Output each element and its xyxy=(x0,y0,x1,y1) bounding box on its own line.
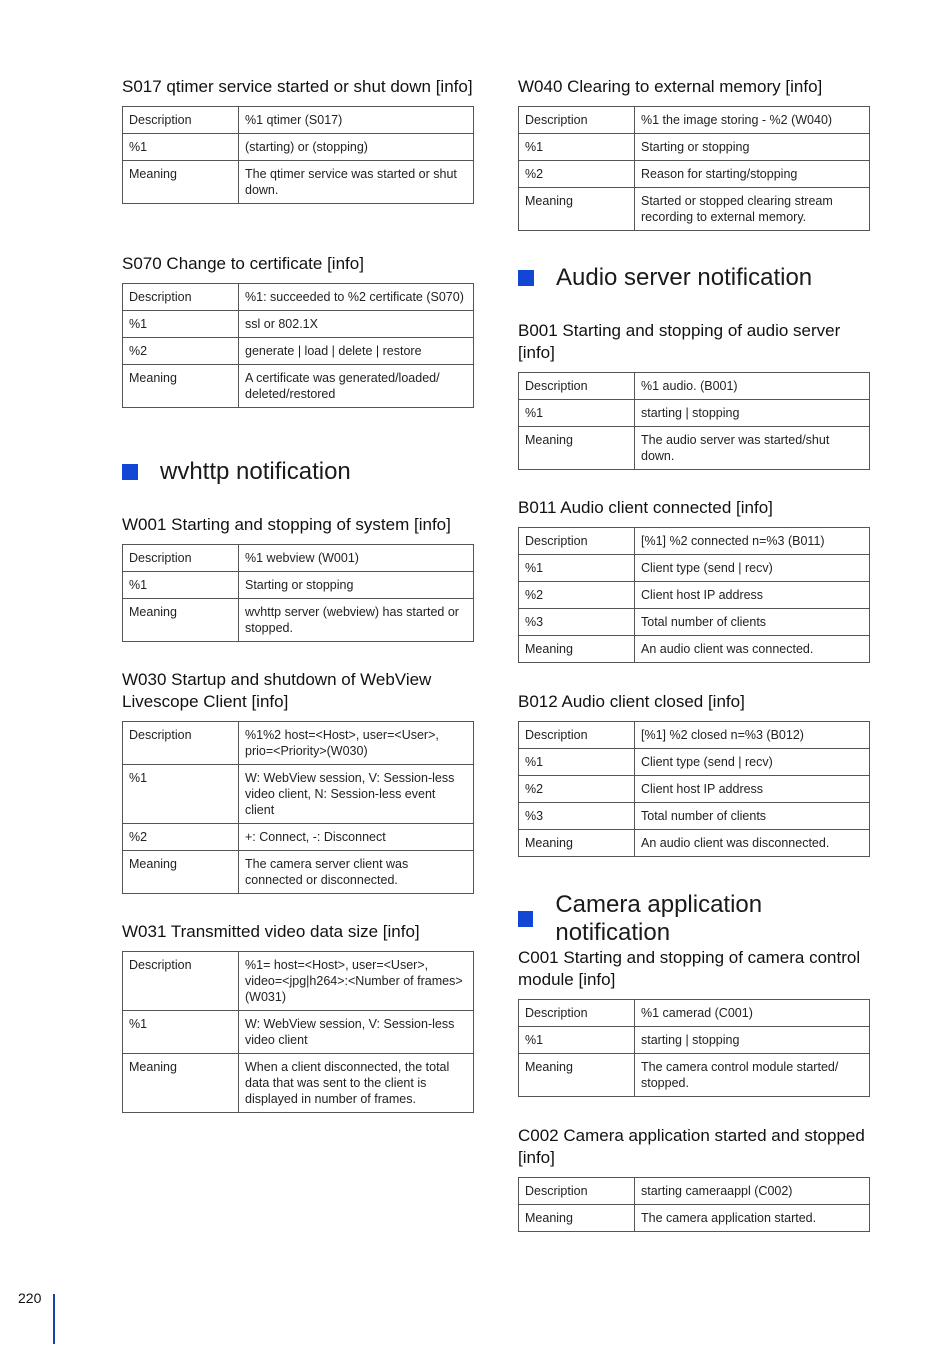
row-value: (starting) or (stopping) xyxy=(239,134,474,161)
row-label: Description xyxy=(519,1178,635,1205)
table-row xyxy=(519,1027,870,1054)
table-row xyxy=(123,952,474,1011)
camera-section-heading xyxy=(518,891,870,947)
w040-table xyxy=(518,106,870,231)
row-label: %3 xyxy=(519,609,635,636)
row-label: %2 xyxy=(519,776,635,803)
row-label: %1 xyxy=(519,134,635,161)
w040-block xyxy=(518,76,870,231)
row-value: [%1] %2 closed n=%3 (B012) xyxy=(635,722,870,749)
table-row xyxy=(519,722,870,749)
table-row xyxy=(519,161,870,188)
row-label: Description xyxy=(123,107,239,134)
s070-table xyxy=(122,283,474,408)
table-row xyxy=(519,188,870,231)
row-value: Client host IP address xyxy=(635,776,870,803)
table-row xyxy=(519,1178,870,1205)
row-value: %1 qtimer (S017) xyxy=(239,107,474,134)
table-row xyxy=(519,1054,870,1097)
wvhttp-section-heading xyxy=(122,458,351,486)
row-label: %1 xyxy=(519,1027,635,1054)
row-label: Meaning xyxy=(519,830,635,857)
w031-table xyxy=(122,951,474,1113)
row-label: Meaning xyxy=(519,188,635,231)
row-label: Description xyxy=(519,528,635,555)
row-value: generate | load | delete | restore xyxy=(239,338,474,365)
b011-title: B011 Audio client connected [info] xyxy=(518,498,773,517)
page-number: 220 xyxy=(18,1290,42,1306)
row-label: Meaning xyxy=(519,1205,635,1232)
row-value: starting cameraappl (C002) xyxy=(635,1178,870,1205)
table-row xyxy=(123,545,474,572)
row-value: Total number of clients xyxy=(635,609,870,636)
row-label: Meaning xyxy=(123,599,239,642)
table-row xyxy=(123,1054,474,1113)
table-row xyxy=(123,599,474,642)
row-value: starting | stopping xyxy=(635,400,870,427)
page-number-divider xyxy=(53,1294,55,1344)
table-row xyxy=(123,572,474,599)
row-value: [%1] %2 connected n=%3 (B011) xyxy=(635,528,870,555)
table-row xyxy=(519,749,870,776)
wvhttp-section-title: wvhttp notification xyxy=(160,458,351,485)
table-row xyxy=(519,528,870,555)
row-value: W: WebView session, V: Session-less video client xyxy=(239,1011,474,1054)
s017-block xyxy=(122,76,474,204)
s017-title: S017 qtimer service started or shut down [info] xyxy=(122,77,473,96)
row-value: The qtimer service was started or shut down. xyxy=(239,161,474,204)
row-value: %1 webview (W001) xyxy=(239,545,474,572)
table-row xyxy=(123,338,474,365)
c001-title: C001 Starting and stopping of camera control module [info] xyxy=(518,948,861,989)
c002-title: C002 Camera application started and stopped [info] xyxy=(518,1126,865,1167)
row-label: Meaning xyxy=(123,851,239,894)
row-label: Description xyxy=(123,545,239,572)
row-label: %1 xyxy=(123,1011,239,1054)
b001-table xyxy=(518,372,870,470)
row-value: %1= host=<Host>, user=<User>, video=<jpg|h264>:<Number of frames> (W031) xyxy=(239,952,474,1011)
s070-block xyxy=(122,253,474,408)
row-label: %2 xyxy=(519,582,635,609)
row-value: Total number of clients xyxy=(635,803,870,830)
row-value: Client type (send | recv) xyxy=(635,555,870,582)
row-value: starting | stopping xyxy=(635,1027,870,1054)
s070-title: S070 Change to certificate [info] xyxy=(122,254,364,273)
left-column xyxy=(122,0,474,1345)
table-row xyxy=(123,365,474,408)
audio-section-heading xyxy=(518,264,812,292)
b001-block xyxy=(518,320,870,470)
table-row xyxy=(519,609,870,636)
w030-table xyxy=(122,721,474,894)
row-value: +: Connect, -: Disconnect xyxy=(239,824,474,851)
table-row xyxy=(519,134,870,161)
row-label: %1 xyxy=(519,555,635,582)
row-label: Description xyxy=(519,373,635,400)
row-value: ssl or 802.1X xyxy=(239,311,474,338)
section-square-icon xyxy=(518,911,533,927)
w031-title: W031 Transmitted video data size [info] xyxy=(122,922,420,941)
row-value: Client type (send | recv) xyxy=(635,749,870,776)
c001-block xyxy=(518,947,870,1097)
row-value: An audio client was connected. xyxy=(635,636,870,663)
table-row xyxy=(519,400,870,427)
row-value: The audio server was started/shut down. xyxy=(635,427,870,470)
row-value: %1 the image storing - %2 (W040) xyxy=(635,107,870,134)
row-label: Description xyxy=(123,722,239,765)
b011-table xyxy=(518,527,870,663)
row-value: The camera control module started/ stopped. xyxy=(635,1054,870,1097)
table-row xyxy=(123,284,474,311)
row-label: Description xyxy=(519,1000,635,1027)
row-label: %3 xyxy=(519,803,635,830)
row-label: %1 xyxy=(519,749,635,776)
table-row xyxy=(519,776,870,803)
w001-table xyxy=(122,544,474,642)
b012-title: B012 Audio client closed [info] xyxy=(518,692,745,711)
row-label: Meaning xyxy=(123,365,239,408)
camera-section-title: Camera application notification xyxy=(555,891,763,946)
c001-table xyxy=(518,999,870,1097)
b012-block xyxy=(518,691,870,857)
c002-block xyxy=(518,1125,870,1232)
table-row xyxy=(519,636,870,663)
row-label: Description xyxy=(123,284,239,311)
w040-title: W040 Clearing to external memory [info] xyxy=(518,77,823,96)
s017-table xyxy=(122,106,474,204)
row-label: %1 xyxy=(519,400,635,427)
table-row xyxy=(519,582,870,609)
table-row xyxy=(519,1205,870,1232)
row-label: %2 xyxy=(519,161,635,188)
section-square-icon xyxy=(518,270,534,286)
table-row xyxy=(519,107,870,134)
table-row xyxy=(123,1011,474,1054)
row-label: %2 xyxy=(123,824,239,851)
table-row xyxy=(519,1000,870,1027)
table-row xyxy=(519,427,870,470)
row-label: %1 xyxy=(123,572,239,599)
table-row xyxy=(519,830,870,857)
row-value: A certificate was generated/loaded/ deleted/restored xyxy=(239,365,474,408)
row-value: %1: succeeded to %2 certificate (S070) xyxy=(239,284,474,311)
table-row xyxy=(123,161,474,204)
table-row xyxy=(123,134,474,161)
table-row xyxy=(123,107,474,134)
table-row xyxy=(519,803,870,830)
b011-block xyxy=(518,497,870,663)
row-label: Description xyxy=(519,722,635,749)
w001-title: W001 Starting and stopping of system [info] xyxy=(122,515,451,534)
table-row xyxy=(123,722,474,765)
b012-table xyxy=(518,721,870,857)
w001-block xyxy=(122,514,474,642)
row-value: The camera application started. xyxy=(635,1205,870,1232)
w031-block xyxy=(122,921,474,1113)
row-value: The camera server client was connected or disconnected. xyxy=(239,851,474,894)
table-row xyxy=(123,311,474,338)
w030-block xyxy=(122,669,474,894)
table-row xyxy=(123,824,474,851)
row-label: Meaning xyxy=(519,427,635,470)
row-value: Starting or stopping xyxy=(239,572,474,599)
w030-title: W030 Startup and shutdown of WebView Livescope Client [info] xyxy=(122,670,432,711)
right-column xyxy=(518,0,870,1345)
row-value: Client host IP address xyxy=(635,582,870,609)
row-value: %1%2 host=<Host>, user=<User>, prio=<Priority>(W030) xyxy=(239,722,474,765)
row-label: Meaning xyxy=(519,636,635,663)
row-label: Description xyxy=(519,107,635,134)
b001-title: B001 Starting and stopping of audio server [info] xyxy=(518,321,841,362)
row-value: An audio client was disconnected. xyxy=(635,830,870,857)
row-value: W: WebView session, V: Session-less video client, N: Session-less event client xyxy=(239,765,474,824)
row-value: %1 camerad (C001) xyxy=(635,1000,870,1027)
row-value: wvhttp server (webview) has started or stopped. xyxy=(239,599,474,642)
section-square-icon xyxy=(122,464,138,480)
row-label: Meaning xyxy=(123,161,239,204)
table-row xyxy=(519,555,870,582)
row-label: Description xyxy=(123,952,239,1011)
table-row xyxy=(123,765,474,824)
row-value: %1 audio. (B001) xyxy=(635,373,870,400)
row-label: %1 xyxy=(123,134,239,161)
row-label: Meaning xyxy=(519,1054,635,1097)
c002-table xyxy=(518,1177,870,1232)
row-value: When a client disconnected, the total data that was sent to the client is displayed in number of frames. xyxy=(239,1054,474,1113)
row-value: Started or stopped clearing stream recording to external memory. xyxy=(635,188,870,231)
audio-section-title: Audio server notification xyxy=(556,264,813,291)
table-row xyxy=(123,851,474,894)
row-value: Reason for starting/stopping xyxy=(635,161,870,188)
table-row xyxy=(519,373,870,400)
row-label: %1 xyxy=(123,311,239,338)
row-value: Starting or stopping xyxy=(635,134,870,161)
row-label: %2 xyxy=(123,338,239,365)
row-label: Meaning xyxy=(123,1054,239,1113)
row-label: %1 xyxy=(123,765,239,824)
